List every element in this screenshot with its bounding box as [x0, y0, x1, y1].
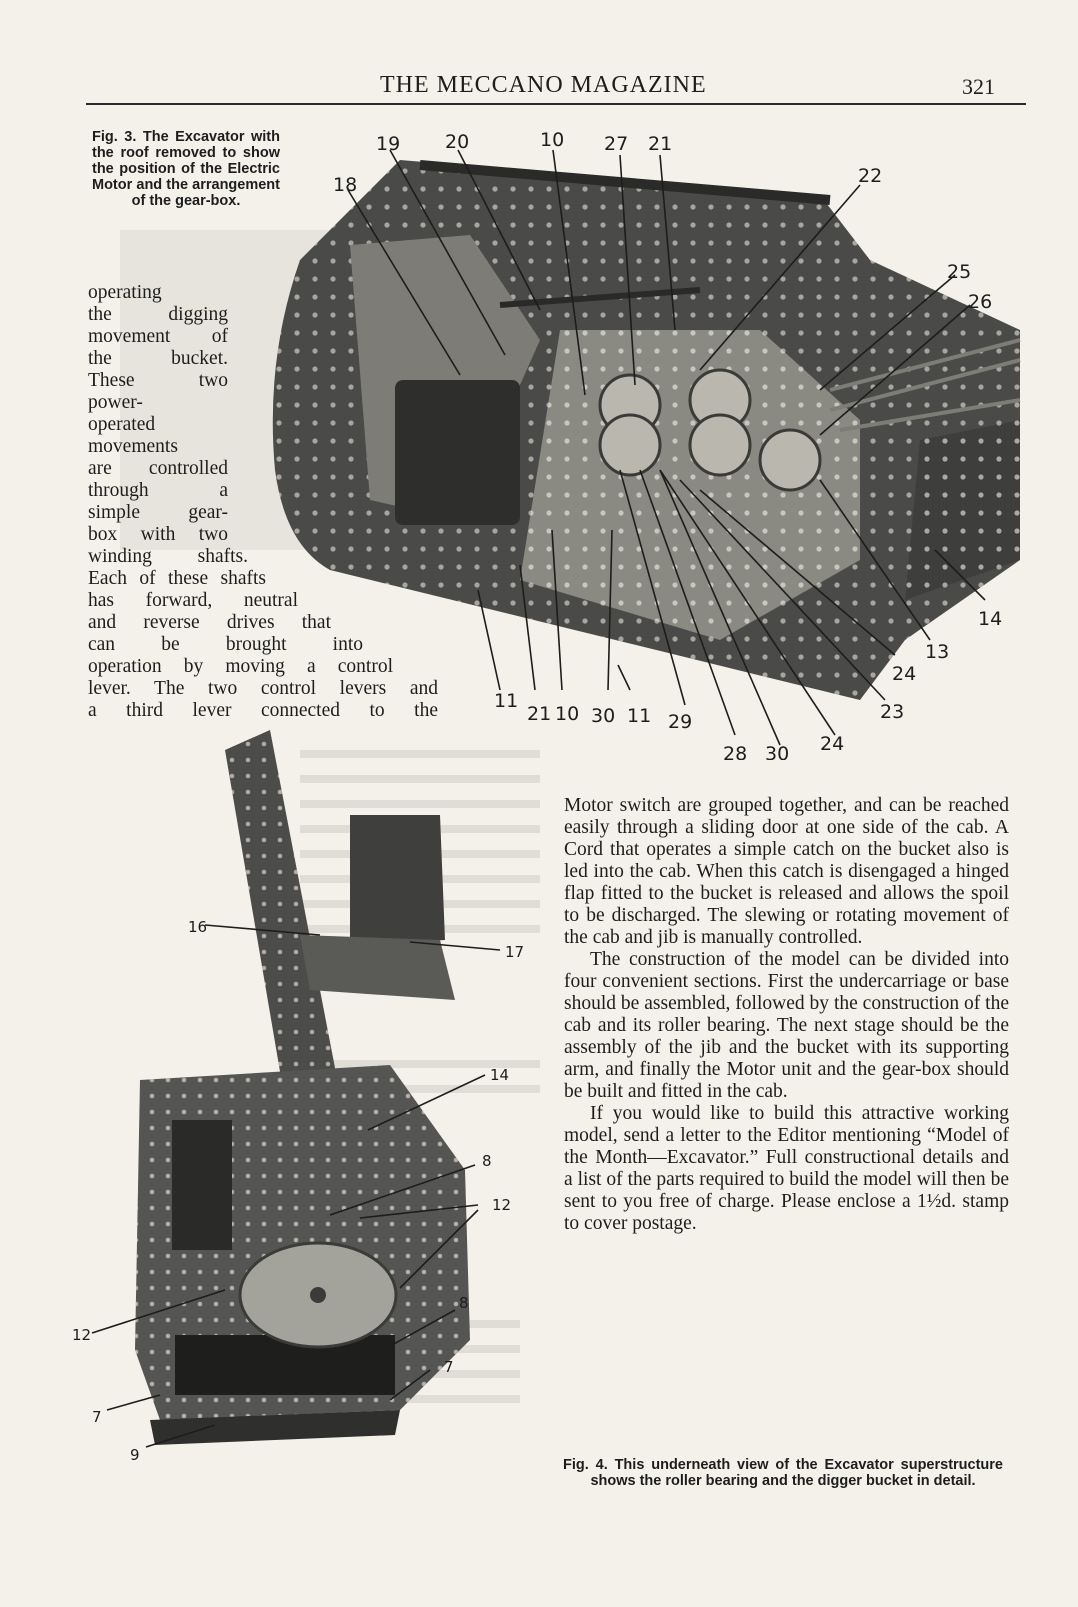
page-number: 321: [962, 74, 995, 99]
fig3-callout-21b: 21: [527, 703, 552, 725]
fig3-callout-18: 18: [333, 174, 358, 196]
fig3-callout-24b: 24: [892, 663, 917, 685]
figure-4-photo: [0, 720, 560, 1520]
fig3-callout-25: 25: [947, 261, 972, 283]
figure-4-caption: Fig. 4. This underneath view of the Excavator superstructure shows the roller bearing and the digger bucket in detail.: [563, 1457, 1003, 1489]
fig3-callout-21: 21: [648, 133, 673, 155]
fig3-callout-26: 26: [968, 291, 993, 313]
text-line: simple gear-: [88, 502, 228, 523]
fig3-callout-20: 20: [445, 131, 470, 153]
text-line: These two: [88, 370, 228, 391]
fig4-callout-12a: 12: [492, 1196, 512, 1214]
fig4-callout-12b: 12: [72, 1326, 92, 1344]
paragraph: If you would like to build this attractive working model, send a letter to the Editor mentioning “Model of the Month—Excavator.” Full constructional details and a list of the parts required to build the model will then be sent to you free of charge. Please enclose a 1½d. stamp to cover postage.: [564, 1103, 1009, 1234]
fig3-callout-27: 27: [604, 133, 629, 155]
left-wrapped-text: [88, 282, 438, 722]
text-line: lever. The two control levers and: [88, 678, 438, 699]
text-line: movement of: [88, 326, 228, 347]
right-column-text: [564, 795, 1009, 1235]
fig3-callout-28: 28: [723, 743, 748, 760]
running-title: THE MECCANO MAGAZINE: [380, 72, 707, 98]
fig3-callout-10b: 10: [555, 703, 580, 725]
fig3-callout-19: 19: [376, 133, 401, 155]
text-line: the digging: [88, 304, 228, 325]
fig4-callout-7b: 7: [92, 1408, 102, 1426]
text-line: operating: [88, 282, 162, 303]
text-line: movements: [88, 436, 178, 457]
text-line: the bucket.: [88, 348, 228, 369]
text-line: winding shafts.: [88, 546, 248, 567]
fig3-callout-14: 14: [978, 608, 1003, 630]
fig4-callout-7a: 7: [444, 1358, 454, 1376]
text-line: through a: [88, 480, 228, 501]
fig3-callout-13: 13: [925, 641, 950, 663]
fig3-callout-22: 22: [858, 165, 883, 187]
text-line: operation by moving a control: [88, 656, 393, 677]
text-line: a third lever connected to the: [88, 700, 438, 721]
fig4-callout-8b: 8: [459, 1294, 469, 1312]
fig4-callout-17: 17: [505, 943, 525, 961]
text-line: power-: [88, 392, 143, 413]
fig3-callout-11b: 11: [627, 705, 652, 727]
fig3-callout-30b: 30: [765, 743, 790, 760]
text-line: can be brought into: [88, 634, 363, 655]
text-line: and reverse drives that: [88, 612, 331, 633]
fig3-callout-30a: 30: [591, 705, 616, 727]
fig4-callout-16: 16: [188, 918, 208, 936]
fig4-callout-9: 9: [130, 1446, 140, 1464]
fig3-callout-29: 29: [668, 711, 693, 733]
fig3-callout-10: 10: [540, 129, 565, 151]
text-line: operated: [88, 414, 156, 435]
fig4-callout-14: 14: [490, 1066, 510, 1084]
fig3-callout-23: 23: [880, 701, 905, 723]
figure-3-caption: Fig. 3. The Excavator with the roof removed to show the position of the Electric Motor and the arrangement of the gear-box.: [92, 129, 280, 209]
paragraph: Motor switch are grouped together, and can be reached easily through a sliding door at one side of the cab. A Cord that operates a simple catch on the bucket also is led into the cab. When this catch is disengaged a hinged flap fitted to the bucket is released and allows the spoil to be discharged. The slewing or rotating movement of the cab and jib is manually controlled.: [564, 795, 1009, 948]
text-line: are controlled: [88, 458, 228, 479]
text-line: Each of these shafts: [88, 568, 266, 589]
text-line: box with two: [88, 524, 228, 545]
paragraph: The construction of the model can be divided into four convenient sections. First the undercarriage or base should be assembled, followed by the construction of the cab and its roller bearing. The next stage should be the assembly of the jib and the bucket with its supporting arm, and finally the Motor unit and the gear-box should be built and fitted in the cab.: [564, 949, 1009, 1102]
fig3-callout-24a: 24: [820, 733, 845, 755]
fig3-callout-11a: 11: [494, 690, 519, 712]
fig4-callout-8a: 8: [482, 1152, 492, 1170]
text-line: has forward, neutral: [88, 590, 298, 611]
